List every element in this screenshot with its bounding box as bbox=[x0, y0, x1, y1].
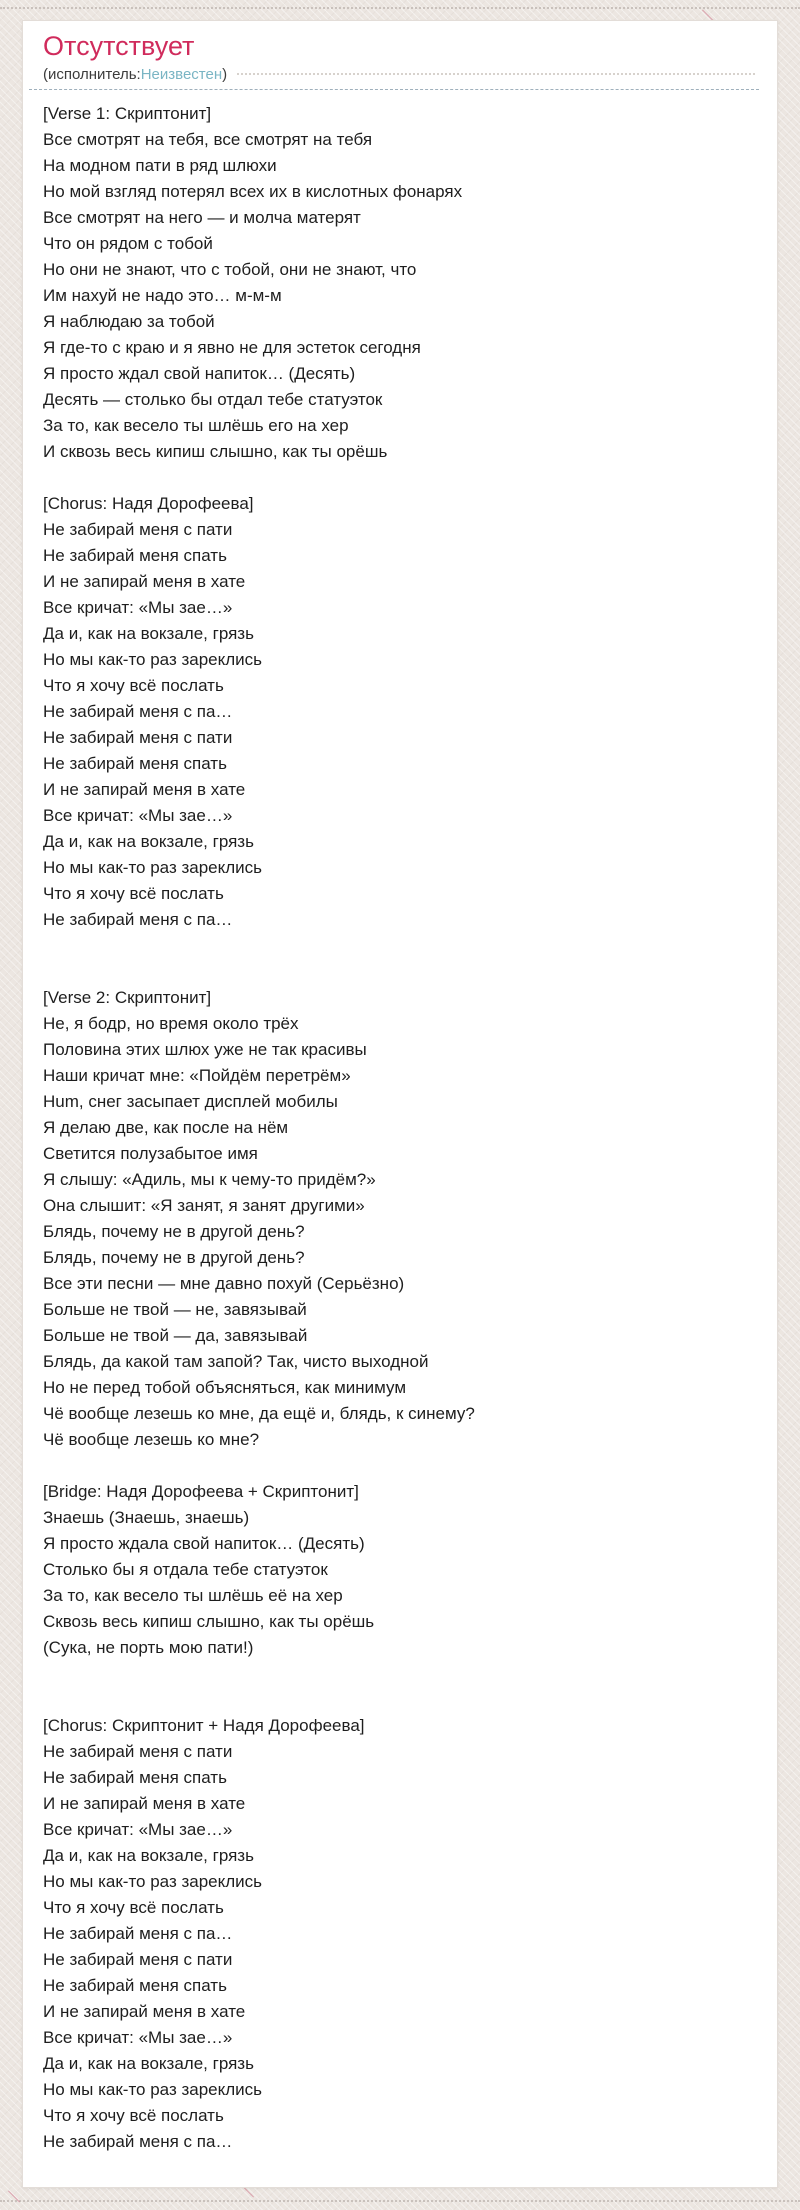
lyric-line: И не запирай меня в хате bbox=[43, 1794, 246, 1813]
lyric-line: Все смотрят на тебя, все смотрят на тебя bbox=[43, 130, 373, 149]
page-bottom-dotted-rule bbox=[0, 2200, 800, 2202]
lyric-line: Я просто ждала свой напиток… (Десять) bbox=[43, 1534, 365, 1553]
lyric-line: Светится полузабытое имя bbox=[43, 1144, 258, 1163]
lyric-line: И не запирай меня в хате bbox=[43, 572, 246, 591]
lyrics-section bbox=[43, 101, 755, 465]
lyric-line: (Сука, не порть мою пати!) bbox=[43, 1638, 254, 1657]
lyric-line: Но мы как-то раз зареклись bbox=[43, 858, 263, 877]
lyric-line: Больше не твой — да, завязывай bbox=[43, 1326, 308, 1345]
song-title: Отсутствует bbox=[43, 31, 195, 61]
lyric-line: За то, как весело ты шлёшь его на хер bbox=[43, 416, 349, 435]
lyric-line: Не забирай меня спать bbox=[43, 1976, 227, 1995]
lyric-line: Не забирай меня спать bbox=[43, 1768, 227, 1787]
dotted-leader bbox=[237, 73, 755, 75]
lyric-line: Не забирай меня с па… bbox=[43, 910, 233, 929]
lyric-line: Наши кричат мне: «Пойдём перетрём» bbox=[43, 1066, 351, 1085]
lyrics-section bbox=[43, 1713, 755, 2155]
lyric-line: Не забирай меня с пати bbox=[43, 1950, 233, 1969]
lyric-line: Что я хочу всё послать bbox=[43, 884, 224, 903]
lyric-line: Что я хочу всё послать bbox=[43, 676, 224, 695]
lyrics-section bbox=[43, 491, 755, 933]
lyric-line: Все эти песни — мне давно похуй (Серьёзно) bbox=[43, 1274, 405, 1293]
page-top-dotted-rule bbox=[0, 7, 800, 9]
lyric-line: Hum, снег засыпает дисплей мобилы bbox=[43, 1092, 338, 1111]
lyric-line: Десять — столько бы отдал тебе статуэток bbox=[43, 390, 383, 409]
lyrics-section bbox=[43, 985, 755, 1453]
lyric-line: Не забирай меня с па… bbox=[43, 702, 233, 721]
lyric-line: Не забирай меня спать bbox=[43, 754, 227, 773]
lyrics-section bbox=[43, 1479, 755, 1661]
lyric-line: Все кричат: «Мы зае…» bbox=[43, 2028, 233, 2047]
lyric-line: Что я хочу всё послать bbox=[43, 2106, 224, 2125]
section-header: [Verse 1: Скриптонит] bbox=[43, 104, 212, 123]
section-header: [Verse 2: Скриптонит] bbox=[43, 988, 212, 1007]
lyric-line: Она слышит: «Я занят, я занят другими» bbox=[43, 1196, 365, 1215]
lyric-line: Не забирай меня спать bbox=[43, 546, 227, 565]
lyric-line: Все кричат: «Мы зае…» bbox=[43, 1820, 233, 1839]
lyric-line: Но мы как-то раз зареклись bbox=[43, 650, 263, 669]
lyric-line: За то, как весело ты шлёшь её на хер bbox=[43, 1586, 343, 1605]
lyric-line: И сквозь весь кипиш слышно, как ты орёшь bbox=[43, 442, 388, 461]
lyric-line: Я наблюдаю за тобой bbox=[43, 312, 215, 331]
lyric-line: Но они не знают, что с тобой, они не знают, что bbox=[43, 260, 417, 279]
lyric-line: Все смотрят на него — и молча матерят bbox=[43, 208, 361, 227]
lyric-line: Все кричат: «Мы зае…» bbox=[43, 806, 233, 825]
lyric-line: Но не перед тобой объясняться, как минимум bbox=[43, 1378, 407, 1397]
lyric-line: И не запирай меня в хате bbox=[43, 780, 246, 799]
lyric-line: Не забирай меня с пати bbox=[43, 1742, 233, 1761]
section-header: [Bridge: Надя Дорофеева + Скриптонит] bbox=[43, 1482, 359, 1501]
lyric-line: Да и, как на вокзале, грязь bbox=[43, 2054, 254, 2073]
section-header: [Chorus: Надя Дорофеева] bbox=[43, 494, 254, 513]
lyric-line: Больше не твой — не, завязывай bbox=[43, 1300, 307, 1319]
lyric-line: Сквозь весь кипиш слышно, как ты орёшь bbox=[43, 1612, 375, 1631]
lyric-line: Что он рядом с тобой bbox=[43, 234, 213, 253]
lyric-line: Столько бы я отдала тебе статуэток bbox=[43, 1560, 328, 1579]
section-header: [Chorus: Скриптонит + Надя Дорофеева] bbox=[43, 1716, 365, 1735]
lyric-line: Блядь, почему не в другой день? bbox=[43, 1248, 305, 1267]
lyric-line: Да и, как на вокзале, грязь bbox=[43, 832, 254, 851]
lyric-line: И не запирай меня в хате bbox=[43, 2002, 246, 2021]
lyric-line: Не забирай меня с па… bbox=[43, 2132, 233, 2151]
lyric-line: Но мы как-то раз зареклись bbox=[43, 1872, 263, 1891]
lyric-line: Но мы как-то раз зареклись bbox=[43, 2080, 263, 2099]
lyric-line: Не забирай меня с пати bbox=[43, 520, 233, 539]
lyric-line: Чё вообще лезешь ко мне? bbox=[43, 1430, 260, 1449]
lyric-line: Им нахуй не надо это… м-м-м bbox=[43, 286, 282, 305]
lyrics bbox=[43, 101, 755, 2155]
lyrics-card bbox=[22, 20, 778, 2188]
lyric-line: Да и, как на вокзале, грязь bbox=[43, 624, 254, 643]
artist-name-link[interactable]: Неизвестен bbox=[140, 66, 223, 83]
lyric-line: Я слышу: «Адиль, мы к чему-то придём?» bbox=[43, 1170, 376, 1189]
lyric-line: Блядь, почему не в другой день? bbox=[43, 1222, 305, 1241]
lyric-line: Все кричат: «Мы зае…» bbox=[43, 598, 233, 617]
artist-label: (исполнитель: bbox=[43, 66, 141, 83]
lyric-line: Что я хочу всё послать bbox=[43, 1898, 224, 1917]
lyric-line: Я делаю две, как после на нём bbox=[43, 1118, 289, 1137]
lyric-line: На модном пати в ряд шлюхи bbox=[43, 156, 277, 175]
header-separator bbox=[29, 89, 759, 90]
lyric-line: Блядь, да какой там запой? Так, чисто выходной bbox=[43, 1352, 429, 1371]
lyric-line: Не забирай меня с па… bbox=[43, 1924, 233, 1943]
lyric-line: Но мой взгляд потерял всех их в кислотных фонарях bbox=[43, 182, 463, 201]
lyric-line: Да и, как на вокзале, грязь bbox=[43, 1846, 254, 1865]
lyric-line: Не, я бодр, но время около трёх bbox=[43, 1014, 299, 1033]
lyric-line: Не забирай меня с пати bbox=[43, 728, 233, 747]
lyric-line: Я где-то с краю и я явно не для эстеток сегодня bbox=[43, 338, 421, 357]
artist-paren-close: ) bbox=[222, 66, 228, 83]
artist-line bbox=[43, 65, 755, 84]
lyric-line: Чё вообще лезешь ко мне, да ещё и, блядь, к синему? bbox=[43, 1404, 475, 1423]
lyric-line: Половина этих шлюх уже не так красивы bbox=[43, 1040, 367, 1059]
lyric-line: Я просто ждал свой напиток… (Десять) bbox=[43, 364, 356, 383]
lyric-line: Знаешь (Знаешь, знаешь) bbox=[43, 1508, 250, 1527]
